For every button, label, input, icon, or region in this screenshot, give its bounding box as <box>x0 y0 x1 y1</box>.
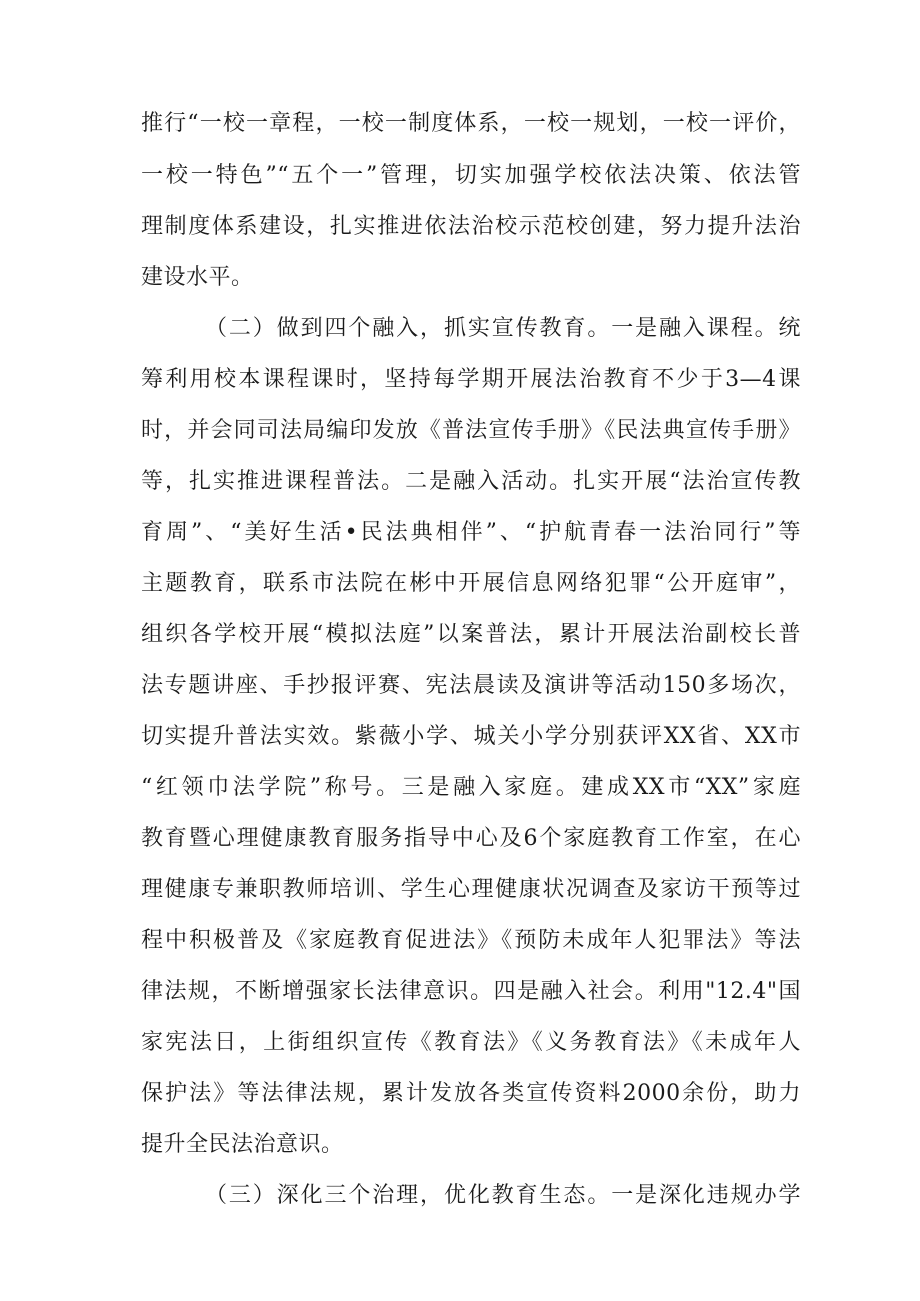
paragraph-line: “红领巾法学院”称号。三是融入家庭。建成XX市“XX”家庭 <box>141 775 801 800</box>
paragraph-line: 程中积极普及《家庭教育促进法》《预防未成年人犯罪法》等法 <box>141 928 801 953</box>
paragraph-line: 教育暨心理健康教育服务指导中心及6个家庭教育工作室，在心 <box>141 826 801 851</box>
paragraph-line: （三）深化三个治理，优化教育生态。一是深化违规办学 <box>205 1183 801 1208</box>
paragraph-line: 时，并会同司法局编印发放《普法宣传手册》《民法典宣传手册》 <box>141 418 801 443</box>
paragraph-line: 育周”、“美好生活•民法典相伴”、“护航青春一法治同行”等 <box>141 520 801 545</box>
paragraph-line: 理健康专兼职教师培训、学生心理健康状况调查及家访干预等过 <box>141 877 801 902</box>
paragraph-line: 律法规，不断增强家长法律意识。四是融入社会。利用"12.4"国 <box>141 979 801 1004</box>
paragraph-line: 一校一特色”“五个一”管理，切实加强学校依法决策、依法管 <box>141 163 801 188</box>
paragraph-line: 建设水平。 <box>141 265 254 290</box>
paragraph-line: 组织各学校开展“模拟法庭”以案普法，累计开展法治副校长普 <box>141 622 801 647</box>
paragraph-line: 主题教育，联系市法院在彬中开展信息网络犯罪“公开庭审”， <box>141 571 801 596</box>
paragraph-line: 等，扎实推进课程普法。二是融入活动。扎实开展“法治宣传教 <box>141 469 801 494</box>
paragraph-line: 法专题讲座、手抄报评赛、宪法晨读及演讲等活动150多场次， <box>141 673 801 698</box>
paragraph-line: 提升全民法治意识。 <box>141 1132 344 1157</box>
paragraph-line: （二）做到四个融入，抓实宣传教育。一是融入课程。统 <box>205 316 801 341</box>
paragraph-line: 保护法》等法律法规，累计发放各类宣传资料2000余份，助力 <box>141 1081 801 1106</box>
paragraph-line: 家宪法日，上街组织宣传《教育法》《义务教育法》《未成年人 <box>141 1030 801 1055</box>
paragraph-line: 理制度体系建设，扎实推进依法治校示范校创建，努力提升法治 <box>141 214 801 239</box>
paragraph-line: 切实提升普法实效。紫薇小学、城关小学分别获评XX省、XX市 <box>141 724 801 749</box>
paragraph-line: 推行“一校一章程，一校一制度体系，一校一规划，一校一评价， <box>141 111 801 136</box>
paragraph-line: 筹利用校本课程课时，坚持每学期开展法治教育不少于3—4课 <box>141 367 801 392</box>
